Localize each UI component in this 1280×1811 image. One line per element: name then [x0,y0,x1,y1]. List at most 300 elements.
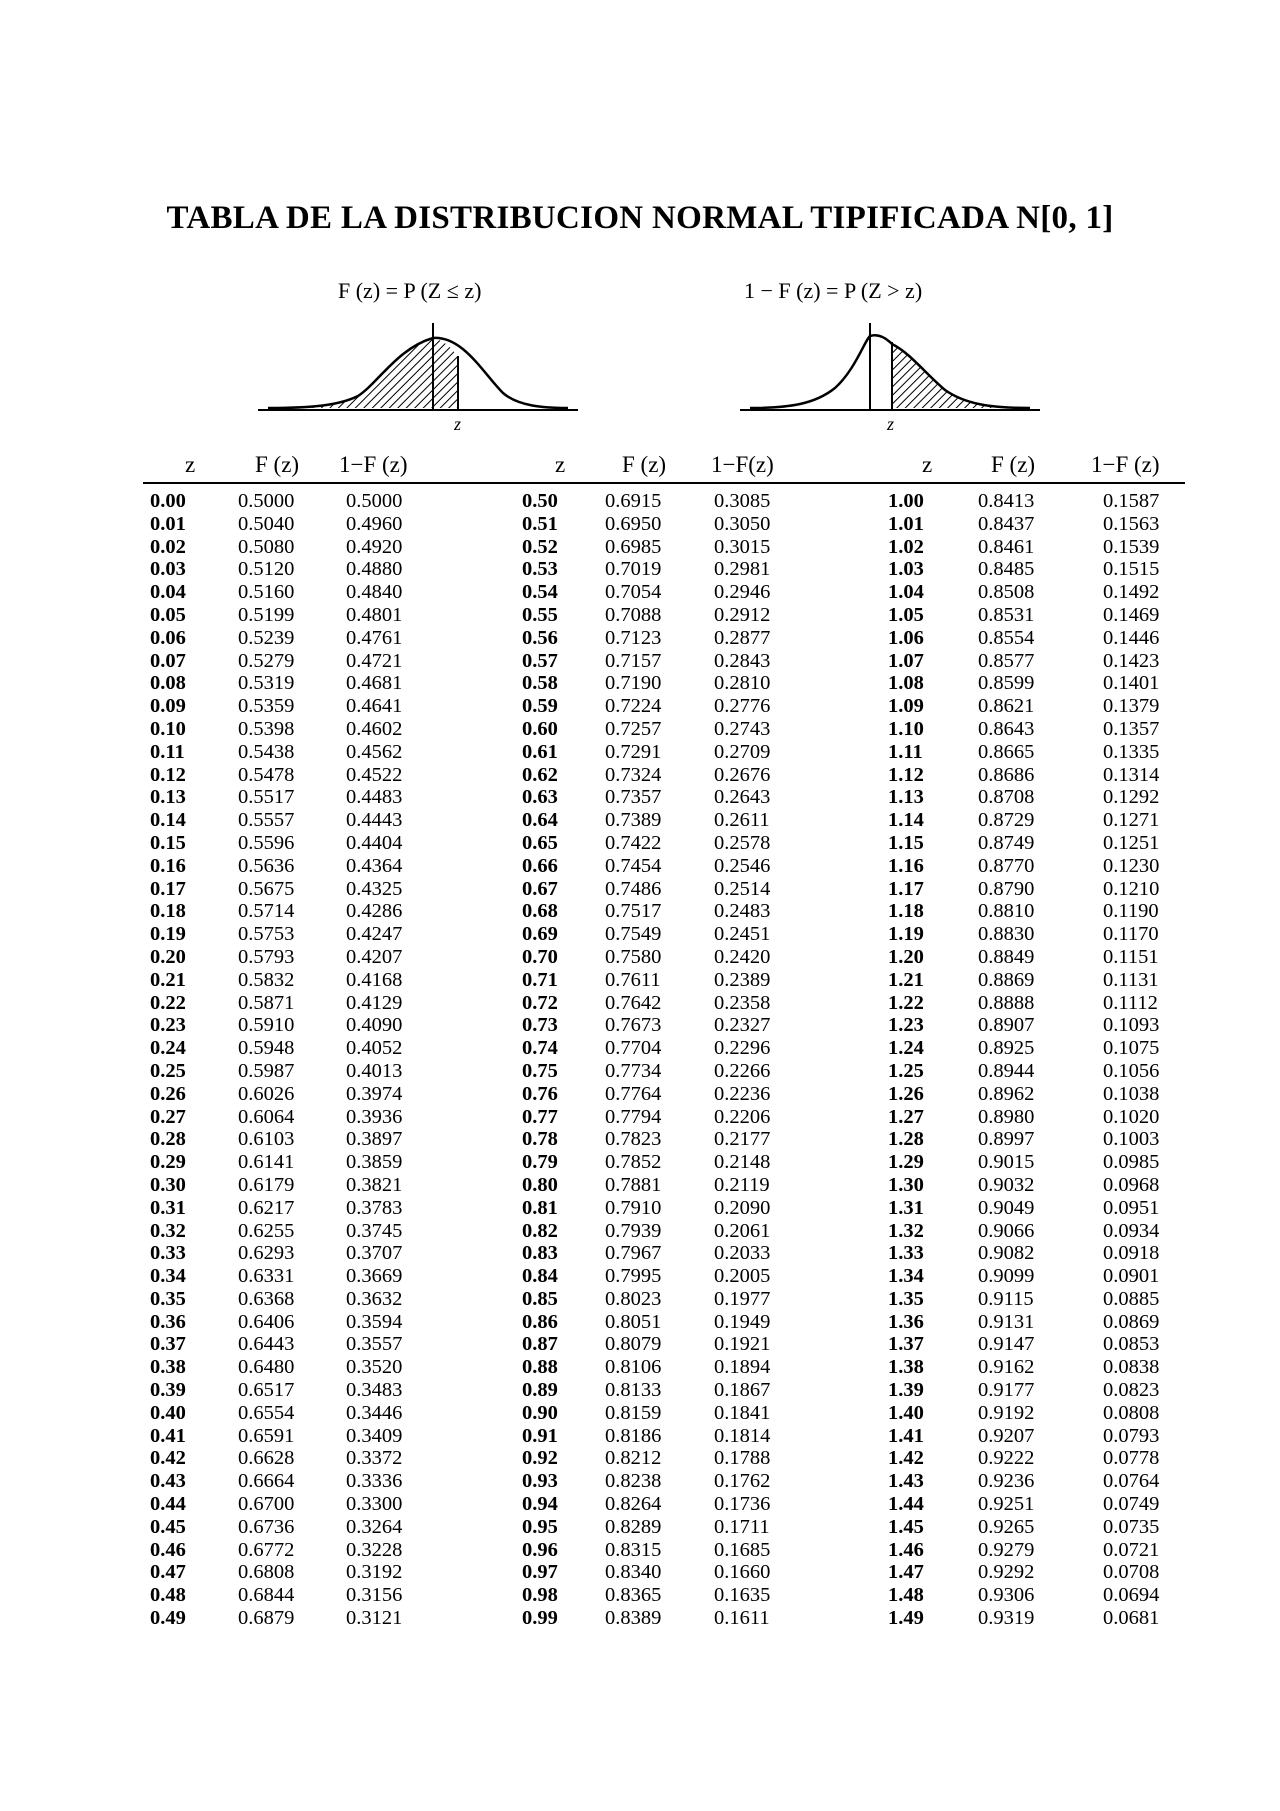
table-cell-z: 0.93 [522,1470,558,1493]
table-cell-z: 0.52 [522,535,558,558]
table-cell-f: 0.9147 [978,1333,1035,1356]
table-cell-one-minus-f: 0.3745 [346,1219,403,1242]
header-z-1: z [185,452,196,477]
table-cell-z: 0.26 [150,1082,186,1105]
table-cell-f: 0.7357 [605,786,662,809]
table-cell-z: 1.30 [888,1173,924,1196]
table-cell-one-minus-f: 0.1379 [1103,695,1160,718]
table-cell-z: 0.01 [150,512,186,535]
col-z-3 [888,490,924,1630]
header-f-1: F (z) [255,452,300,477]
table-cell-one-minus-f: 0.3372 [346,1447,403,1470]
table-cell-f: 0.8485 [978,558,1035,581]
table-cell-z: 0.78 [522,1128,558,1151]
table-cell-f: 0.6879 [238,1607,295,1630]
col-1mf-3 [1103,490,1159,1630]
table-cell-one-minus-f: 0.3085 [714,490,771,512]
table-cell-one-minus-f: 0.1230 [1103,854,1160,877]
table-cell-f: 0.6772 [238,1538,295,1561]
table-cell-z: 0.32 [150,1219,186,1242]
table-cell-f: 0.5398 [238,717,295,740]
table-cell-one-minus-f: 0.1446 [1103,626,1160,649]
table-cell-f: 0.8133 [605,1379,662,1402]
table-cell-z: 1.07 [888,649,924,672]
table-cell-f: 0.9032 [978,1173,1035,1196]
table-cell-z: 1.22 [888,991,924,1014]
header-f-2: F (z) [622,452,667,477]
table-cell-z: 0.81 [522,1196,558,1219]
table-cell-f: 0.9279 [978,1538,1035,1561]
table-cell-f: 0.8531 [978,603,1035,626]
table-cell-one-minus-f: 0.1587 [1103,490,1160,512]
table-cell-one-minus-f: 0.4562 [346,740,403,763]
table-cell-f: 0.9066 [978,1219,1035,1242]
table-cell-f: 0.6217 [238,1196,295,1219]
table-cell-one-minus-f: 0.3594 [346,1310,403,1333]
table-cell-z: 1.41 [888,1424,924,1447]
table-cell-one-minus-f: 0.1469 [1103,603,1160,626]
table-cell-one-minus-f: 0.0885 [1103,1287,1160,1310]
table-cell-f: 0.8413 [978,490,1035,512]
table-cell-one-minus-f: 0.4404 [346,831,403,854]
table-cell-one-minus-f: 0.1563 [1103,512,1160,535]
table-cell-f: 0.9015 [978,1151,1035,1174]
table-cell-f: 0.7611 [605,968,661,991]
table-cell-one-minus-f: 0.2236 [714,1082,771,1105]
table-cell-f: 0.7549 [605,923,662,946]
table-cell-z: 0.89 [522,1379,558,1402]
table-cell-z: 0.02 [150,535,186,558]
table-cell-f: 0.6443 [238,1333,295,1356]
table-cell-one-minus-f: 0.4761 [346,626,403,649]
table-cell-f: 0.9207 [978,1424,1035,1447]
table-cell-one-minus-f: 0.2119 [714,1173,770,1196]
table-cell-f: 0.5040 [238,512,295,535]
table-cell-z: 0.64 [522,809,558,832]
table-cell-f: 0.9115 [978,1287,1034,1310]
col-1mf-1 [346,490,402,1630]
table-cell-f: 0.8437 [978,512,1035,535]
table-cell-one-minus-f: 0.0764 [1103,1470,1160,1493]
table-cell-z: 0.20 [150,945,186,968]
table-cell-one-minus-f: 0.2483 [714,900,771,923]
table-cell-f: 0.8790 [978,877,1035,900]
table-cell-one-minus-f: 0.2946 [714,581,771,604]
table-cell-f: 0.9306 [978,1584,1035,1607]
table-cell-one-minus-f: 0.2743 [714,717,771,740]
table-cell-one-minus-f: 0.2296 [714,1037,771,1060]
table-cell-one-minus-f: 0.1131 [1103,968,1159,991]
table-cell-f: 0.6141 [238,1151,295,1174]
table-cell-z: 0.99 [522,1607,558,1630]
table-cell-z: 0.05 [150,603,186,626]
table-cell-z: 1.49 [888,1607,924,1630]
table-cell-z: 0.83 [522,1242,558,1265]
table-cell-f: 0.8665 [978,740,1035,763]
table-cell-one-minus-f: 0.3156 [346,1584,403,1607]
table-cell-f: 0.7764 [605,1082,662,1105]
table-cell-f: 0.8830 [978,923,1035,946]
table-cell-z: 0.10 [150,717,186,740]
table-cell-one-minus-f: 0.0951 [1103,1196,1160,1219]
table-cell-one-minus-f: 0.4960 [346,512,403,535]
table-cell-f: 0.6103 [238,1128,295,1151]
table-cell-z: 0.94 [522,1493,558,1516]
table-cell-z: 0.62 [522,763,558,786]
table-cell-z: 0.16 [150,854,186,877]
table-cell-f: 0.5948 [238,1037,295,1060]
table-cell-z: 1.38 [888,1356,924,1379]
table-cell-z: 0.53 [522,558,558,581]
table-cell-one-minus-f: 0.1357 [1103,717,1160,740]
table-cell-f: 0.8212 [605,1447,662,1470]
table-cell-f: 0.6736 [238,1515,295,1538]
table-cell-z: 0.49 [150,1607,186,1630]
table-cell-f: 0.9099 [978,1265,1035,1288]
table-cell-one-minus-f: 0.4013 [346,1059,403,1082]
table-cell-one-minus-f: 0.1170 [1103,923,1159,946]
col-z-1 [150,490,186,1630]
table-cell-f: 0.8749 [978,831,1035,854]
table-cell-z: 0.04 [150,581,186,604]
table-cell-one-minus-f: 0.2912 [714,603,771,626]
table-cell-f: 0.6064 [238,1105,295,1128]
table-cell-z: 1.04 [888,581,924,604]
table-cell-one-minus-f: 0.2578 [714,831,771,854]
table-cell-one-minus-f: 0.1762 [714,1470,771,1493]
table-cell-z: 0.75 [522,1059,558,1082]
table-cell-f: 0.5279 [238,649,295,672]
cdf-shaded-curve-figure [258,318,578,438]
table-cell-f: 0.8770 [978,854,1035,877]
table-cell-f: 0.6915 [605,490,662,512]
table-cell-one-minus-f: 0.2877 [714,626,771,649]
table-cell-one-minus-f: 0.3707 [346,1242,403,1265]
table-cell-z: 0.12 [150,763,186,786]
table-cell-one-minus-f: 0.3632 [346,1287,403,1310]
table-cell-z: 1.08 [888,672,924,695]
table-cell-one-minus-f: 0.1093 [1103,1014,1160,1037]
table-cell-z: 0.41 [150,1424,186,1447]
table-cell-z: 0.43 [150,1470,186,1493]
table-cell-z: 0.82 [522,1219,558,1242]
table-cell-one-minus-f: 0.3264 [346,1515,403,1538]
table-cell-f: 0.6517 [238,1379,295,1402]
table-cell-one-minus-f: 0.1038 [1103,1082,1160,1105]
table-cell-f: 0.7019 [605,558,662,581]
table-cell-f: 0.7517 [605,900,662,923]
table-cell-z: 0.11 [150,740,185,763]
header-f-3: F (z) [991,452,1036,477]
table-cell-z: 0.85 [522,1287,558,1310]
table-cell-one-minus-f: 0.2177 [714,1128,771,1151]
table-cell-f: 0.8962 [978,1082,1035,1105]
table-cell-f: 0.7157 [605,649,662,672]
table-cell-one-minus-f: 0.1867 [714,1379,771,1402]
table-cell-z: 0.15 [150,831,186,854]
table-cell-f: 0.6950 [605,512,662,535]
table-cell-z: 0.45 [150,1515,186,1538]
table-cell-z: 1.17 [888,877,924,900]
header-z-3: z [922,452,933,477]
table-cell-one-minus-f: 0.3300 [346,1493,403,1516]
table-cell-z: 0.84 [522,1265,558,1288]
table-cell-f: 0.7123 [605,626,662,649]
table-cell-f: 0.8810 [978,900,1035,923]
table-cell-z: 0.56 [522,626,558,649]
table-cell-one-minus-f: 0.0735 [1103,1515,1160,1538]
table-cell-f: 0.5675 [238,877,295,900]
table-cell-f: 0.9049 [978,1196,1035,1219]
table-cell-one-minus-f: 0.1251 [1103,831,1160,854]
table-cell-z: 1.46 [888,1538,924,1561]
table-cell-f: 0.9131 [978,1310,1035,1333]
table-cell-f: 0.7967 [605,1242,662,1265]
table-cell-z: 0.59 [522,695,558,718]
table-cell-f: 0.8106 [605,1356,662,1379]
table-cell-z: 1.45 [888,1515,924,1538]
table-cell-one-minus-f: 0.3783 [346,1196,403,1219]
table-cell-one-minus-f: 0.4443 [346,809,403,832]
table-cell-f: 0.5438 [238,740,295,763]
table-cell-one-minus-f: 0.1292 [1103,786,1160,809]
table-cell-f: 0.8869 [978,968,1035,991]
table-cell-one-minus-f: 0.3336 [346,1470,403,1493]
table-cell-one-minus-f: 0.3897 [346,1128,403,1151]
table-cell-z: 1.40 [888,1401,924,1424]
tail-caption: 1 − F (z) = P (Z > z) [744,278,923,303]
table-cell-f: 0.6700 [238,1493,295,1516]
table-cell-one-minus-f: 0.3228 [346,1538,403,1561]
table-cell-f: 0.7995 [605,1265,662,1288]
table-cell-f: 0.7580 [605,945,662,968]
table-cell-z: 0.50 [522,490,558,512]
table-cell-z: 1.18 [888,900,924,923]
table-cell-z: 1.23 [888,1014,924,1037]
table-cell-f: 0.8461 [978,535,1035,558]
table-cell-one-minus-f: 0.3121 [346,1607,403,1630]
table-cell-z: 0.68 [522,900,558,923]
table-cell-z: 0.51 [522,512,558,535]
table-cell-f: 0.8508 [978,581,1035,604]
table-cell-one-minus-f: 0.3859 [346,1151,403,1174]
table-cell-f: 0.5753 [238,923,295,946]
table-cell-z: 0.91 [522,1424,558,1447]
table-cell-f: 0.9319 [978,1607,1035,1630]
table-cell-f: 0.8554 [978,626,1035,649]
table-cell-z: 0.21 [150,968,186,991]
table-cell-f: 0.8686 [978,763,1035,786]
table-cell-z: 1.44 [888,1493,924,1516]
table-cell-f: 0.8729 [978,809,1035,832]
table-cell-f: 0.5000 [238,490,295,512]
table-cell-one-minus-f: 0.0721 [1103,1538,1160,1561]
table-cell-z: 1.10 [888,717,924,740]
table-cell-z: 1.16 [888,854,924,877]
table-cell-f: 0.8997 [978,1128,1035,1151]
table-cell-f: 0.8621 [978,695,1035,718]
table-cell-one-minus-f: 0.0793 [1103,1424,1160,1447]
table-cell-f: 0.8159 [605,1401,662,1424]
table-cell-one-minus-f: 0.1423 [1103,649,1160,672]
table-cell-f: 0.9192 [978,1401,1035,1424]
cdf-shaded-area [268,338,458,408]
table-cell-one-minus-f: 0.1271 [1103,809,1160,832]
col-1mf-2 [714,490,770,1630]
table-cell-f: 0.8980 [978,1105,1035,1128]
table-cell-z: 1.24 [888,1037,924,1060]
table-cell-f: 0.5160 [238,581,295,604]
table-cell-one-minus-f: 0.2005 [714,1265,771,1288]
table-cell-f: 0.8389 [605,1607,662,1630]
table-cell-f: 0.8944 [978,1059,1035,1082]
table-cell-one-minus-f: 0.2148 [714,1151,771,1174]
table-cell-one-minus-f: 0.1492 [1103,581,1160,604]
table-cell-z: 0.46 [150,1538,186,1561]
table-cell-f: 0.7852 [605,1151,662,1174]
table-cell-f: 0.5596 [238,831,295,854]
table-cell-z: 0.23 [150,1014,186,1037]
table-cell-f: 0.9177 [978,1379,1035,1402]
table-cell-one-minus-f: 0.1020 [1103,1105,1160,1128]
table-cell-z: 1.12 [888,763,924,786]
table-cell-z: 0.61 [522,740,558,763]
table-cell-f: 0.5793 [238,945,295,968]
table-cell-one-minus-f: 0.0901 [1103,1265,1160,1288]
table-cell-z: 1.05 [888,603,924,626]
table-cell-z: 0.77 [522,1105,558,1128]
table-cell-one-minus-f: 0.2514 [714,877,771,900]
table-cell-z: 0.09 [150,695,186,718]
table-cell-z: 1.02 [888,535,924,558]
table-cell-one-minus-f: 0.4286 [346,900,403,923]
table-cell-one-minus-f: 0.4483 [346,786,403,809]
table-cell-f: 0.7054 [605,581,662,604]
table-cell-f: 0.9222 [978,1447,1035,1470]
table-cell-z: 0.98 [522,1584,558,1607]
table-cell-one-minus-f: 0.1112 [1103,991,1158,1014]
header-1mf-3: 1−F (z) [1091,452,1160,477]
table-cell-f: 0.5832 [238,968,295,991]
table-cell-one-minus-f: 0.2266 [714,1059,771,1082]
table-cell-f: 0.7881 [605,1173,662,1196]
table-cell-f: 0.8365 [605,1584,662,1607]
table-cell-f: 0.8051 [605,1310,662,1333]
table-cell-z: 1.39 [888,1379,924,1402]
table-cell-one-minus-f: 0.1210 [1103,877,1160,900]
table-cell-one-minus-f: 0.1949 [714,1310,771,1333]
table-cell-z: 0.00 [150,490,186,512]
table-cell-one-minus-f: 0.2061 [714,1219,771,1242]
table-cell-z: 0.17 [150,877,186,900]
table-cell-one-minus-f: 0.1539 [1103,535,1160,558]
table-cell-one-minus-f: 0.4880 [346,558,403,581]
col-z-2 [522,490,558,1630]
table-cell-one-minus-f: 0.1314 [1103,763,1160,786]
table-cell-one-minus-f: 0.4522 [346,763,403,786]
table-cell-one-minus-f: 0.1921 [714,1333,771,1356]
table-cell-z: 0.58 [522,672,558,695]
table-cell-z: 1.42 [888,1447,924,1470]
tail-axis-label: z [887,414,895,434]
table-cell-f: 0.8888 [978,991,1035,1014]
table-cell-f: 0.9236 [978,1470,1035,1493]
table-cell-z: 0.42 [150,1447,186,1470]
table-cell-f: 0.6026 [238,1082,295,1105]
table-cell-one-minus-f: 0.0778 [1103,1447,1160,1470]
table-cell-f: 0.5910 [238,1014,295,1037]
table-cell-one-minus-f: 0.0808 [1103,1401,1160,1424]
table-cell-one-minus-f: 0.3557 [346,1333,403,1356]
table-cell-z: 0.07 [150,649,186,672]
table-cell-f: 0.9265 [978,1515,1035,1538]
table-cell-z: 1.48 [888,1584,924,1607]
table-cell-z: 1.25 [888,1059,924,1082]
table-cell-f: 0.7642 [605,991,662,1014]
table-cell-f: 0.7422 [605,831,662,854]
table-cell-one-minus-f: 0.1151 [1103,945,1159,968]
table-cell-z: 1.26 [888,1082,924,1105]
table-cell-f: 0.8315 [605,1538,662,1561]
table-cell-one-minus-f: 0.4721 [346,649,403,672]
table-cell-one-minus-f: 0.4090 [346,1014,403,1037]
table-cell-one-minus-f: 0.4168 [346,968,403,991]
table-cell-f: 0.9162 [978,1356,1035,1379]
table-cell-f: 0.6293 [238,1242,295,1265]
table-cell-one-minus-f: 0.3409 [346,1424,403,1447]
table-cell-one-minus-f: 0.2033 [714,1242,771,1265]
table-cell-one-minus-f: 0.4801 [346,603,403,626]
table-cell-one-minus-f: 0.3821 [346,1173,403,1196]
table-cell-z: 0.31 [150,1196,186,1219]
table-cell-one-minus-f: 0.1736 [714,1493,771,1516]
cdf-caption: F (z) = P (Z ≤ z) [338,278,482,303]
table-cell-one-minus-f: 0.1056 [1103,1059,1160,1082]
table-cell-one-minus-f: 0.0869 [1103,1310,1160,1333]
table-cell-f: 0.8186 [605,1424,662,1447]
table-cell-z: 0.80 [522,1173,558,1196]
table-cell-one-minus-f: 0.2451 [714,923,771,946]
table-cell-one-minus-f: 0.1841 [714,1401,771,1424]
table-cell-z: 1.11 [888,740,923,763]
table-cell-z: 0.29 [150,1151,186,1174]
header-1mf-1: 1−F (z) [339,452,408,477]
table-cell-z: 0.39 [150,1379,186,1402]
table-cell-one-minus-f: 0.4840 [346,581,403,604]
table-cell-z: 1.43 [888,1470,924,1493]
table-cell-one-minus-f: 0.2776 [714,695,771,718]
table-cell-f: 0.9292 [978,1561,1035,1584]
table-cell-one-minus-f: 0.2981 [714,558,771,581]
table-cell-f: 0.7324 [605,763,662,786]
table-cell-one-minus-f: 0.2206 [714,1105,771,1128]
table-cell-f: 0.8925 [978,1037,1035,1060]
table-cell-z: 0.24 [150,1037,186,1060]
table-cell-f: 0.8023 [605,1287,662,1310]
table-cell-z: 0.33 [150,1242,186,1265]
cdf-axis-label: z [454,414,462,434]
table-cell-z: 1.32 [888,1219,924,1242]
table-cell-z: 0.27 [150,1105,186,1128]
table-cell-one-minus-f: 0.2843 [714,649,771,672]
table-cell-one-minus-f: 0.1611 [714,1607,770,1630]
header-rule [143,482,1185,484]
table-cell-f: 0.6844 [238,1584,295,1607]
table-cell-z: 0.73 [522,1014,558,1037]
table-cell-z: 0.76 [522,1082,558,1105]
table-cell-one-minus-f: 0.4920 [346,535,403,558]
table-cell-one-minus-f: 0.0749 [1103,1493,1160,1516]
